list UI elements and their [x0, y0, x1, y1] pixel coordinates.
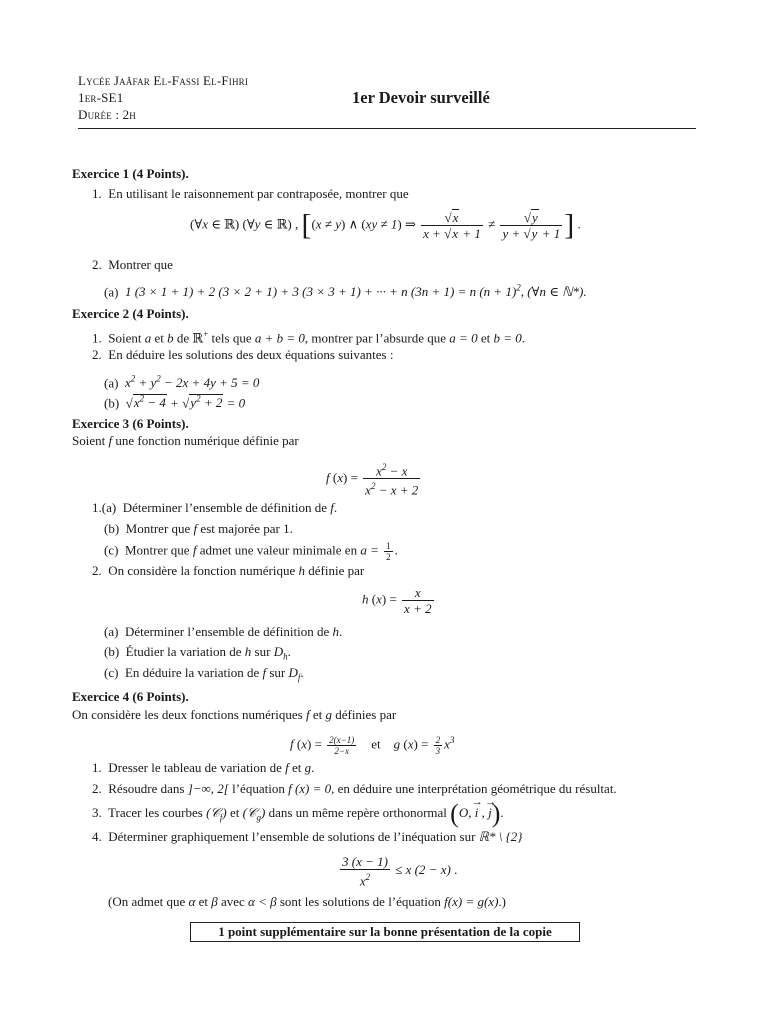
ex4-note: (On admet que α et β avec α < β sont les solutions de l’équation f(x) = g(x).) — [108, 894, 506, 909]
ex3-q2b: (b) Étudier la variation de h sur $D_h$. — [104, 644, 291, 662]
ex3-q2c: (c) En déduire la variation de f sur $D_f$. — [104, 665, 304, 683]
class-name: 1er-SE1 — [78, 90, 124, 105]
ex2-q2b: (b) $√x^2 - 4 + √y^2 + 2 = 0$ — [104, 394, 246, 411]
ex1-title: Exercice 1 (4 Points). — [72, 166, 189, 181]
ex4-q3: 3. Tracer les courbes (𝒞$_f$) et (𝒞$_g$) dans un même repère orthonormal (O, → i , → j). — [92, 801, 504, 827]
ex4-q2: 2. Résoudre dans ]−∞, 2[ l’équation f (x) = 0, en déduire une interprétation géométrique du résultat. — [92, 781, 617, 796]
ex4-fg-formula: f (x) = $\frac{2(x-1)}{2-x}$ et g (x) = $\frac{2}{3}$ $x^3$ — [290, 734, 455, 756]
ex2-title: Exercice 2 (4 Points). — [72, 306, 189, 321]
ex3-title: Exercice 3 (6 Points). — [72, 416, 189, 431]
ex3-q2a: (a) Déterminer l’ensemble de définition de h. — [104, 624, 343, 639]
exam-header — [78, 72, 696, 129]
ex1-q2a: (a) 1 (3 × 1 + 1) + 2 (3 × 2 + 1) + 3 (3 × 3 + 1) + ··· + n (3n + 1) = n $(n + 1)^2$, (∀n ∈ ℕ*). — [104, 283, 587, 300]
ex3-f-formula: f (x) = $\frac{x^2 - x}{x^2 - x + 2}$ — [326, 462, 419, 498]
ex3-q1b: (b) Montrer que f est majorée par 1. — [104, 521, 293, 536]
ex3-h-formula: h (x) = $\frac{x}{x + 2}$ — [362, 585, 432, 616]
ex4-q1: 1. Dresser le tableau de variation de f et g. — [92, 760, 315, 775]
ex1-q1-formula: (∀x ∈ ℝ) (∀y ∈ ℝ) , [(x ≠ y) ∧ (xy ≠ 1) ⇒ $\frac{√x}{x + √x + 1}$ ≠ $\frac{√y}{y + √y + 1}$ ] . — [190, 208, 581, 242]
exam-title: 1er Devoir surveillé — [352, 88, 490, 107]
ex4-title: Exercice 4 (6 Points). — [72, 689, 189, 704]
ex3-q1c: (c) Montrer que f admet une valeur minimale en a = $\frac{1}{2}$ . — [104, 541, 398, 562]
school-name: Lycée Jaâfar El-Fassi El-Fihri — [78, 73, 249, 88]
ex3-q2: 2. On considère la fonction numérique h définie par — [92, 563, 365, 578]
ex3-q1a: 1.(a) Déterminer l’ensemble de définition de f. — [92, 500, 338, 515]
ex1-q1: 1. En utilisant le raisonnement par contraposée, montrer que — [92, 186, 409, 201]
ex4-q4: 4. Déterminer graphiquement l’ensemble de solutions de l’inéquation sur ℝ* \ {2} — [92, 829, 523, 844]
ex2-q2a: (a) $x^2 + y^2 - 2x + 4y + 5 = 0$ — [104, 374, 260, 391]
bonus-box: 1 point supplémentaire sur la bonne présentation de la copie — [190, 922, 580, 942]
duration: Durée : 2h — [78, 107, 136, 122]
ex1-q2: 2. Montrer que — [92, 257, 173, 272]
ex2-q2: 2. En déduire les solutions des deux équations suivantes : — [92, 347, 394, 362]
ex3-intro: Soient f une fonction numérique définie par — [72, 433, 299, 448]
ex4-inequation: $\frac{3 (x - 1)}{x^2}$ ≤ x (2 − x) . — [342, 854, 458, 889]
ex2-q1: 1. Soient a et b de ℝ+ tels que a + b = 0, montrer par l’absurde que a = 0 et b = 0. — [92, 329, 525, 346]
ex4-intro: On considère les deux fonctions numériques f et g définies par — [72, 707, 397, 722]
